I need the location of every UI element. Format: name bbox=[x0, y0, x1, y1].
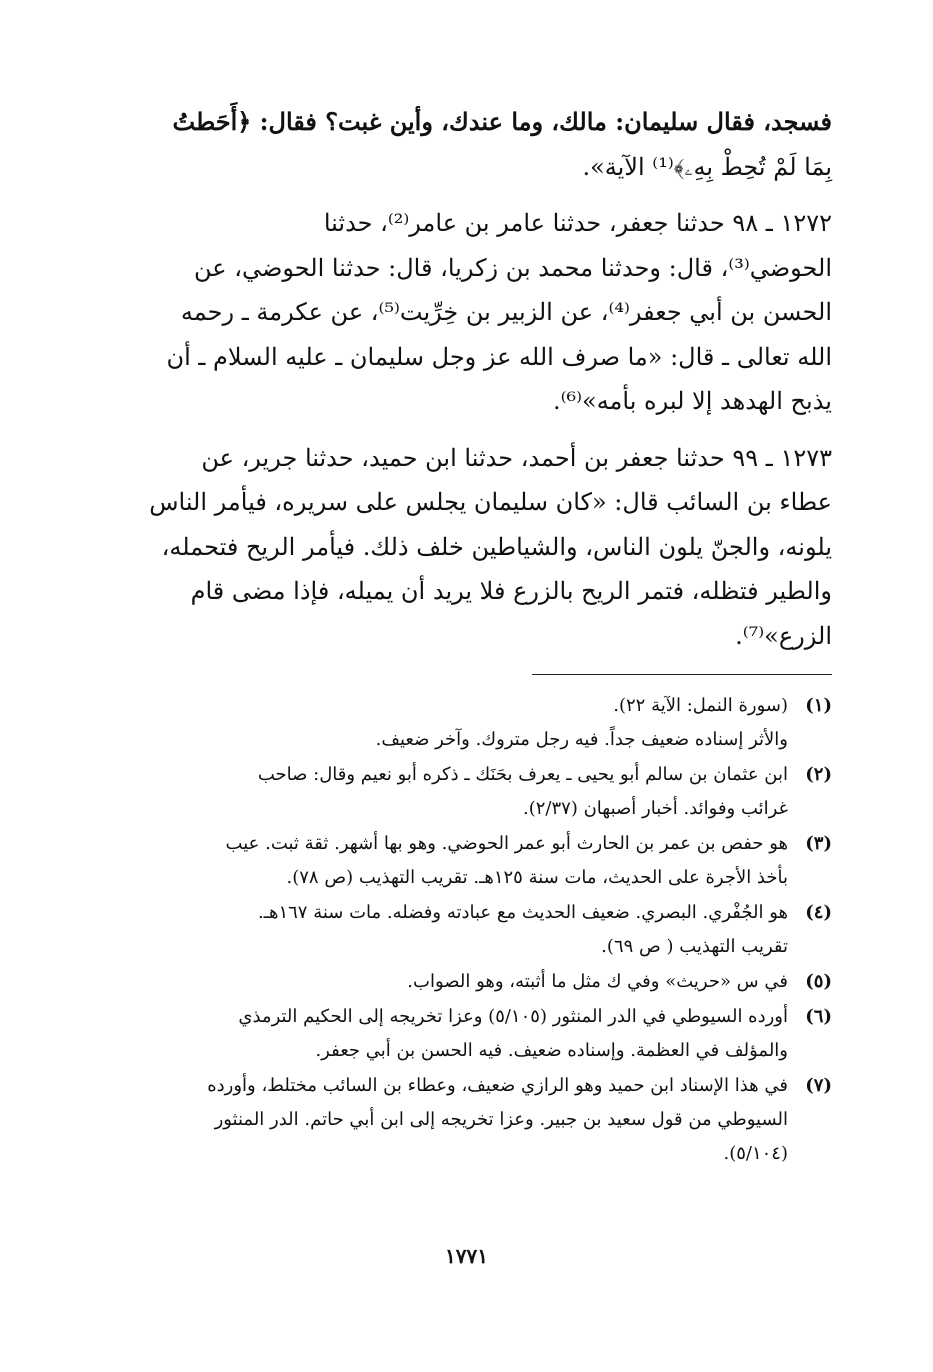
footnote-number: (٦) bbox=[805, 1006, 832, 1027]
footnote-body bbox=[132, 689, 788, 757]
footnote-line: والمؤلف في العظمة. وإسناده ضعيف. فيه الحسن بن أبي جعفر. bbox=[315, 1040, 788, 1061]
footnote-line: تقريب التهذيب ( ص ٦٩). bbox=[601, 936, 788, 957]
footnote-number: (٥) bbox=[805, 971, 832, 992]
text-line: يلونه، والجنّ يلون الناس، والشياطين خلف ذلك. فيأمر الريح فتحمله، bbox=[161, 532, 832, 561]
footnote-5 bbox=[132, 965, 832, 999]
text-line: الحسن بن أبي جعفر⁽⁴⁾، عن الزبير بن خِرِّيت⁽⁵⁾، عن عكرمة ـ رحمه bbox=[180, 298, 832, 326]
text-line: فسجد، فقال سليمان: مالك، وما عندك، وأين غبت؟ فقال: ﴿أَحَطتُ bbox=[172, 107, 832, 136]
footnotes bbox=[132, 689, 832, 1171]
footnote-line: والأثر إسناده ضعيف جداً. فيه رجل متروك. وآخر ضعيف. bbox=[375, 729, 788, 750]
footnote-line: بأخذ الأجرة على الحديث، مات سنة ١٢٥هـ. تقريب التهذيب (ص ٧٨). bbox=[286, 867, 788, 888]
footnote-divider bbox=[532, 674, 832, 675]
paragraph-continuation bbox=[132, 100, 832, 189]
footnote-4 bbox=[132, 896, 832, 964]
footnote-line: أورده السيوطي في الدر المنثور (٥/١٠٥) وعزا تخريجه إلى الحكيم الترمذي bbox=[238, 1006, 788, 1027]
footnote-number: (٣) bbox=[805, 833, 832, 854]
footnote-body bbox=[132, 896, 788, 964]
footnote-line: السيوطي من قول سعيد بن جبير. وعزا تخريجه إلى ابن أبي حاتم. الدر المنثور bbox=[214, 1109, 788, 1130]
footnote-6 bbox=[132, 1000, 832, 1068]
page-body bbox=[132, 100, 832, 1172]
footnote-3 bbox=[132, 827, 832, 895]
footnote-body bbox=[132, 1000, 788, 1068]
footnote-line: هو حفص بن عمر بن الحارث أبو عمر الحوضي. وهو بها أشهر. ثقة ثبت. عيب bbox=[225, 833, 788, 854]
page-number: ١٧٧١ bbox=[445, 1244, 488, 1268]
text-line: ١٢٧٣ ـ ٩٩ حدثنا جعفر بن أحمد، حدثنا ابن حميد، حدثنا جرير، عن bbox=[201, 443, 832, 472]
text-line: يذبح الهدهد إلا لبره بأمه»⁽⁶⁾. bbox=[552, 387, 832, 415]
footnote-number: (٢) bbox=[805, 764, 832, 785]
footnote-body bbox=[132, 1069, 788, 1171]
text-line: عطاء بن السائب قال: «كان سليمان يجلس على سريره، فيأمر الناس bbox=[149, 488, 832, 516]
footnote-line: في س «حريث» وفي ك مثل ما أثبته، وهو الصواب. bbox=[407, 971, 788, 992]
footnote-line: هو الجُفْري. البصري. ضعيف الحديث مع عبادته وفضله. مات سنة ١٦٧هـ. bbox=[257, 902, 788, 923]
text-line: الله تعالى ـ قال: «ما صرف الله عز وجل سليمان ـ عليه السلام ـ أن bbox=[166, 342, 832, 371]
paragraph-1273 bbox=[132, 436, 832, 659]
footnote-line: (سورة النمل: الآية ٢٢). bbox=[613, 695, 788, 716]
footnote-2 bbox=[132, 758, 832, 826]
footnote-body bbox=[132, 758, 788, 826]
footnote-number: (٤) bbox=[805, 902, 832, 923]
footnote-number: (٧) bbox=[805, 1075, 832, 1096]
footnote-line: في هذا الإسناد ابن حميد وهو الرازي ضعيف، وعطاء بن السائب مختلط، وأورده bbox=[207, 1075, 788, 1096]
footnote-line: (٥/١٠٤). bbox=[723, 1143, 788, 1164]
footnote-body bbox=[132, 827, 788, 895]
footnote-line: ابن عثمان بن سالم أبو يحيى ـ يعرف بحَنَك ـ ذكره أبو نعيم وقال: صاحب bbox=[257, 764, 788, 785]
text-line: ١٢٧٢ ـ ٩٨ حدثنا جعفر، حدثنا عامر بن عامر⁽²⁾، حدثنا bbox=[323, 209, 832, 237]
footnote-line: غرائب وفوائد. أخبار أصبهان (٢/٣٧). bbox=[523, 798, 788, 819]
footnote-1 bbox=[132, 689, 832, 757]
footnote-body bbox=[132, 965, 788, 999]
text-line: والطير فتظله، فتمر الريح بالزرع فلا يريد أن يميله، فإذا مضى قام bbox=[190, 577, 832, 605]
text-line: الحوضي⁽³⁾، قال: وحدثنا محمد بن زكريا، قال: حدثنا الحوضي، عن bbox=[194, 253, 832, 282]
footnote-7 bbox=[132, 1069, 832, 1171]
text-line: بِمَا لَمْ تُحِطْ بِهِۦ﴾⁽¹⁾ الآية». bbox=[582, 152, 832, 181]
paragraph-1272 bbox=[132, 201, 832, 424]
text-line: الزرع»⁽⁷⁾. bbox=[735, 621, 832, 650]
main-text bbox=[132, 100, 832, 658]
footnote-number: (١) bbox=[805, 695, 832, 716]
